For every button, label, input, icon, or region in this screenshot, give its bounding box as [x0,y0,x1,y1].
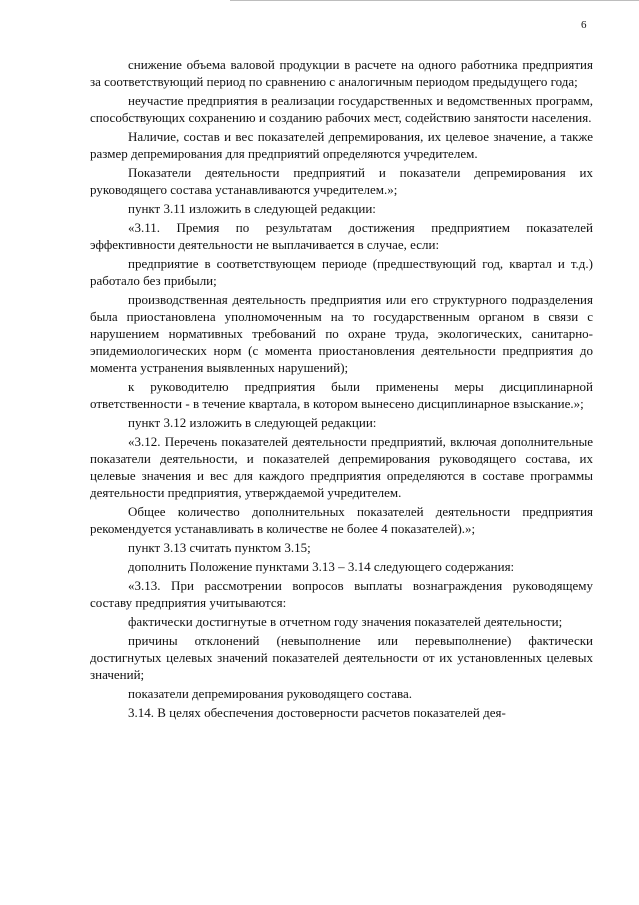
paragraph: дополнить Положение пунктами 3.13 – 3.14 следующего содержания: [128,559,515,574]
page-number: 6 [581,19,587,31]
paragraph: фактически достигнутые в отчетном году значения показателей деятельности; [128,614,563,629]
paragraph: предприятие в соответствующем периоде (предшествующий год, квартал и т.д.) работало без прибыли; [90,256,593,288]
paragraph: Наличие, состав и вес показателей депремирования, их целевое значение, а также размер депремирования для предприятий определяются учредителем. [90,129,593,161]
document-body [90,56,593,723]
paragraph: «3.12. Перечень показателей деятельности предприятий, включая дополнительные показатели деятельности, и показателей депремирования руководящего состава, их целевые значения и вес для каждого предприятия определяются в составе программы деятельности предприятия, утверждаемой учредителем. [90,434,593,500]
paragraph: показатели депремирования руководящего состава. [128,686,412,701]
paragraph: Общее количество дополнительных показателей деятельности предприятия рекомендуется устанавливать в количестве не более 4 показателей).»; [90,504,593,536]
top-edge-line [230,0,639,1]
paragraph: пункт 3.11 изложить в следующей редакции: [128,201,376,216]
paragraph: Показатели деятельности предприятий и показатели депремирования их руководящего состава устанавливаются учредителем.»; [90,165,593,197]
paragraph: «3.13. При рассмотрении вопросов выплаты вознаграждения руководящему составу предприятия учитываются: [90,578,593,610]
paragraph: неучастие предприятия в реализации государственных и ведомственных программ, способствующих сохранению и созданию рабочих мест, содействию занятости населения. [90,93,593,125]
paragraph: производственная деятельность предприятия или его структурного подразделения была приостановлена уполномоченным на то государственным органом в связи с нарушением нормативных требований по охране труда, экологических, санитарно-эпидемиологических норм (с момента приостановления деятельности предприятия до момента устранения выявленных нарушений); [90,292,593,375]
paragraph: пункт 3.13 считать пунктом 3.15; [128,540,311,555]
paragraph: «3.11. Премия по результатам достижения предприятием показателей эффективности деятельности не выплачивается в случае, если: [90,220,593,252]
paragraph: 3.14. В целях обеспечения достоверности расчетов показателей дея- [128,705,506,720]
paragraph: пункт 3.12 изложить в следующей редакции: [128,415,377,430]
paragraph: к руководителю предприятия были применены меры дисциплинарной ответственности - в течение квартала, в котором вынесено дисциплинарное взыскание.»; [90,379,593,411]
paragraph: снижение объема валовой продукции в расчете на одного работника предприятия за соответствующий период по сравнению с аналогичным периодом предыдущего года; [90,57,593,89]
paragraph: причины отклонений (невыполнение или перевыполнение) фактически достигнутых целевых значений показателей деятельности от их установленных целевых значений; [90,633,593,682]
